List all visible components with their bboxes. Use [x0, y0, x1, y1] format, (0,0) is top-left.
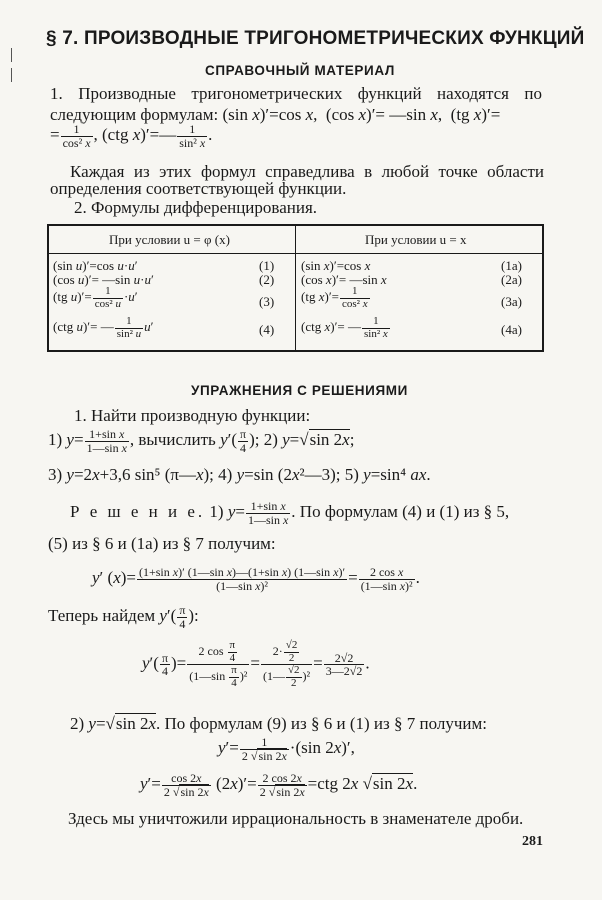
table-header-rule [49, 253, 542, 254]
part2-formula-2: y′= $\frac{\cos 2x}{2 √\sin 2x}$ (2x)′= $\frac{2 \cos 2x}{2 √\sin 2x}$ =ctg 2x √sin 2x. [140, 771, 418, 799]
solution-line-1: Р е ш е н и е. 1) y= $\frac{\text{1+sin x}}{\text{1—sin x}}$ . По формулам (4) и (1) из § 5, [70, 499, 510, 527]
formula-table [47, 224, 544, 352]
para1-line2-prefix: следующим формулам: [50, 105, 219, 124]
closing-remark: Здесь мы уничтожили иррациональность в знаменателе дроби. [68, 809, 524, 828]
formula-number: (4a) [501, 322, 522, 337]
part2-formula-1: y′= $\frac{1}{2 √\sin 2x}$ ·(sin 2x)′, [218, 735, 355, 763]
para3: 2. Формулы дифференцирования. [74, 198, 318, 217]
formula-4a: (ctg x)′= — $\frac{1}{\text{sin² x}}$ [301, 315, 388, 340]
formula-number: (4) [259, 322, 275, 337]
reference-heading: СПРАВОЧНЫЙ МАТЕРИАЛ [205, 63, 395, 78]
solution-label: Р е ш е н и е. [70, 502, 206, 521]
formula-4: (ctg u)′= — $\frac{1}{\text{sin² u}}$ u′ [53, 315, 154, 340]
exercises-heading: УПРАЖНЕНИЯ С РЕШЕНИЯМИ [191, 383, 408, 398]
margin-mark [11, 68, 12, 82]
formula-number: (1a) [501, 258, 522, 273]
page-number: 281 [522, 834, 543, 849]
task-compute-text: , вычислить [129, 430, 216, 449]
formula-1a: (sin x)′=cos x [301, 258, 371, 273]
para1-line3: = $\frac{1}{\text{cos² x}}$ , (ctg x)′=— $\frac{1}{\text{sin² x}}$ . [50, 122, 213, 150]
formula-1: (sin u)′=cos u·u′ [53, 258, 138, 273]
para1-line2: следующим формулам: (sin x)′=cos x, (cos x)′= —sin x, (tg x)′= [50, 105, 501, 124]
formula-2: (cos u)′= —sin u·u′ [53, 272, 154, 287]
section-title: § 7. ПРОИЗВОДНЫЕ ТРИГОНОМЕТРИЧЕСКИХ ФУНКЦИЙ [46, 28, 585, 49]
table-header-left: При условии u = φ (x) [109, 232, 230, 247]
margin-mark [11, 48, 12, 62]
task-line-2: 3) y=2x+3,6 sin⁵ (π—x); 4) y=sin (2x²—3); 5) y=sin⁴ ax. [48, 465, 431, 484]
task-line: 1. Найти производную функции: [74, 406, 311, 425]
formula-number: (3a) [501, 294, 522, 309]
task-line-1: 1) y= $\frac{\text{1+sin x}}{\text{1—sin x}}$ , вычислить y′( $\frac{\pi}{4}$ ); 2) y=√sin 2x; [48, 427, 355, 455]
formula-3: (tg u)′= $\frac{1}{\text{cos² u}}$ ·u′ [53, 285, 138, 310]
derivative-value-formula: y′( $\frac{\pi}{4}$ )= 2 cos $\frac{\pi}{4}$ (1—sin $\frac{\pi}{4}$ )² = 2· $\frac{√2}{2}$ (1— $\frac{√2}{2}$ )² = $\frac{2√2}{3—2√2}$ . [142, 639, 370, 689]
para1-line1: 1. Производные тригонометрических функций находятся по [50, 84, 542, 103]
formula-3a: (tg x)′= $\frac{1}{\text{cos² x}}$ [301, 285, 368, 310]
now-find-text: Теперь найдем [48, 606, 156, 625]
solution-refs-1: . По формулам (4) и (1) из § 5, [291, 502, 510, 521]
formula-number: (2a) [501, 272, 522, 287]
formula-number: (2) [259, 272, 275, 287]
now-find-line: Теперь найдем y′( $\frac{\pi}{4}$ ): [48, 603, 199, 631]
solution-refs-2: (5) из § 6 и (1а) из § 7 получим: [48, 534, 276, 553]
derivative-formula-1: y′ (x)= $\frac{\text{(1+sin x)′ (1—sin x)—(1+sin x) (1—sin x)′}}{\text{(1—sin x)²}}$ = $\frac{\text{2 cos x}}{\text{(1—sin x)²}}$ . [92, 565, 420, 593]
table-header-right: При условии u = x [365, 232, 467, 247]
para2-line1: Каждая из этих формул справедлива в любой точке области [70, 162, 544, 181]
formula-number: (1) [259, 258, 275, 273]
formula-2a: (cos x)′= —sin x [301, 272, 387, 287]
part2-line: 2) y=√sin 2x. По формулам (9) из § 6 и (1) из § 7 получим: [70, 714, 487, 733]
para2-line2: определения соответствующей функции. [50, 179, 347, 198]
part2-refs: . По формулам (9) из § 6 и (1) из § 7 получим: [156, 714, 487, 733]
table-divider [295, 226, 296, 350]
formula-number: (3) [259, 294, 275, 309]
